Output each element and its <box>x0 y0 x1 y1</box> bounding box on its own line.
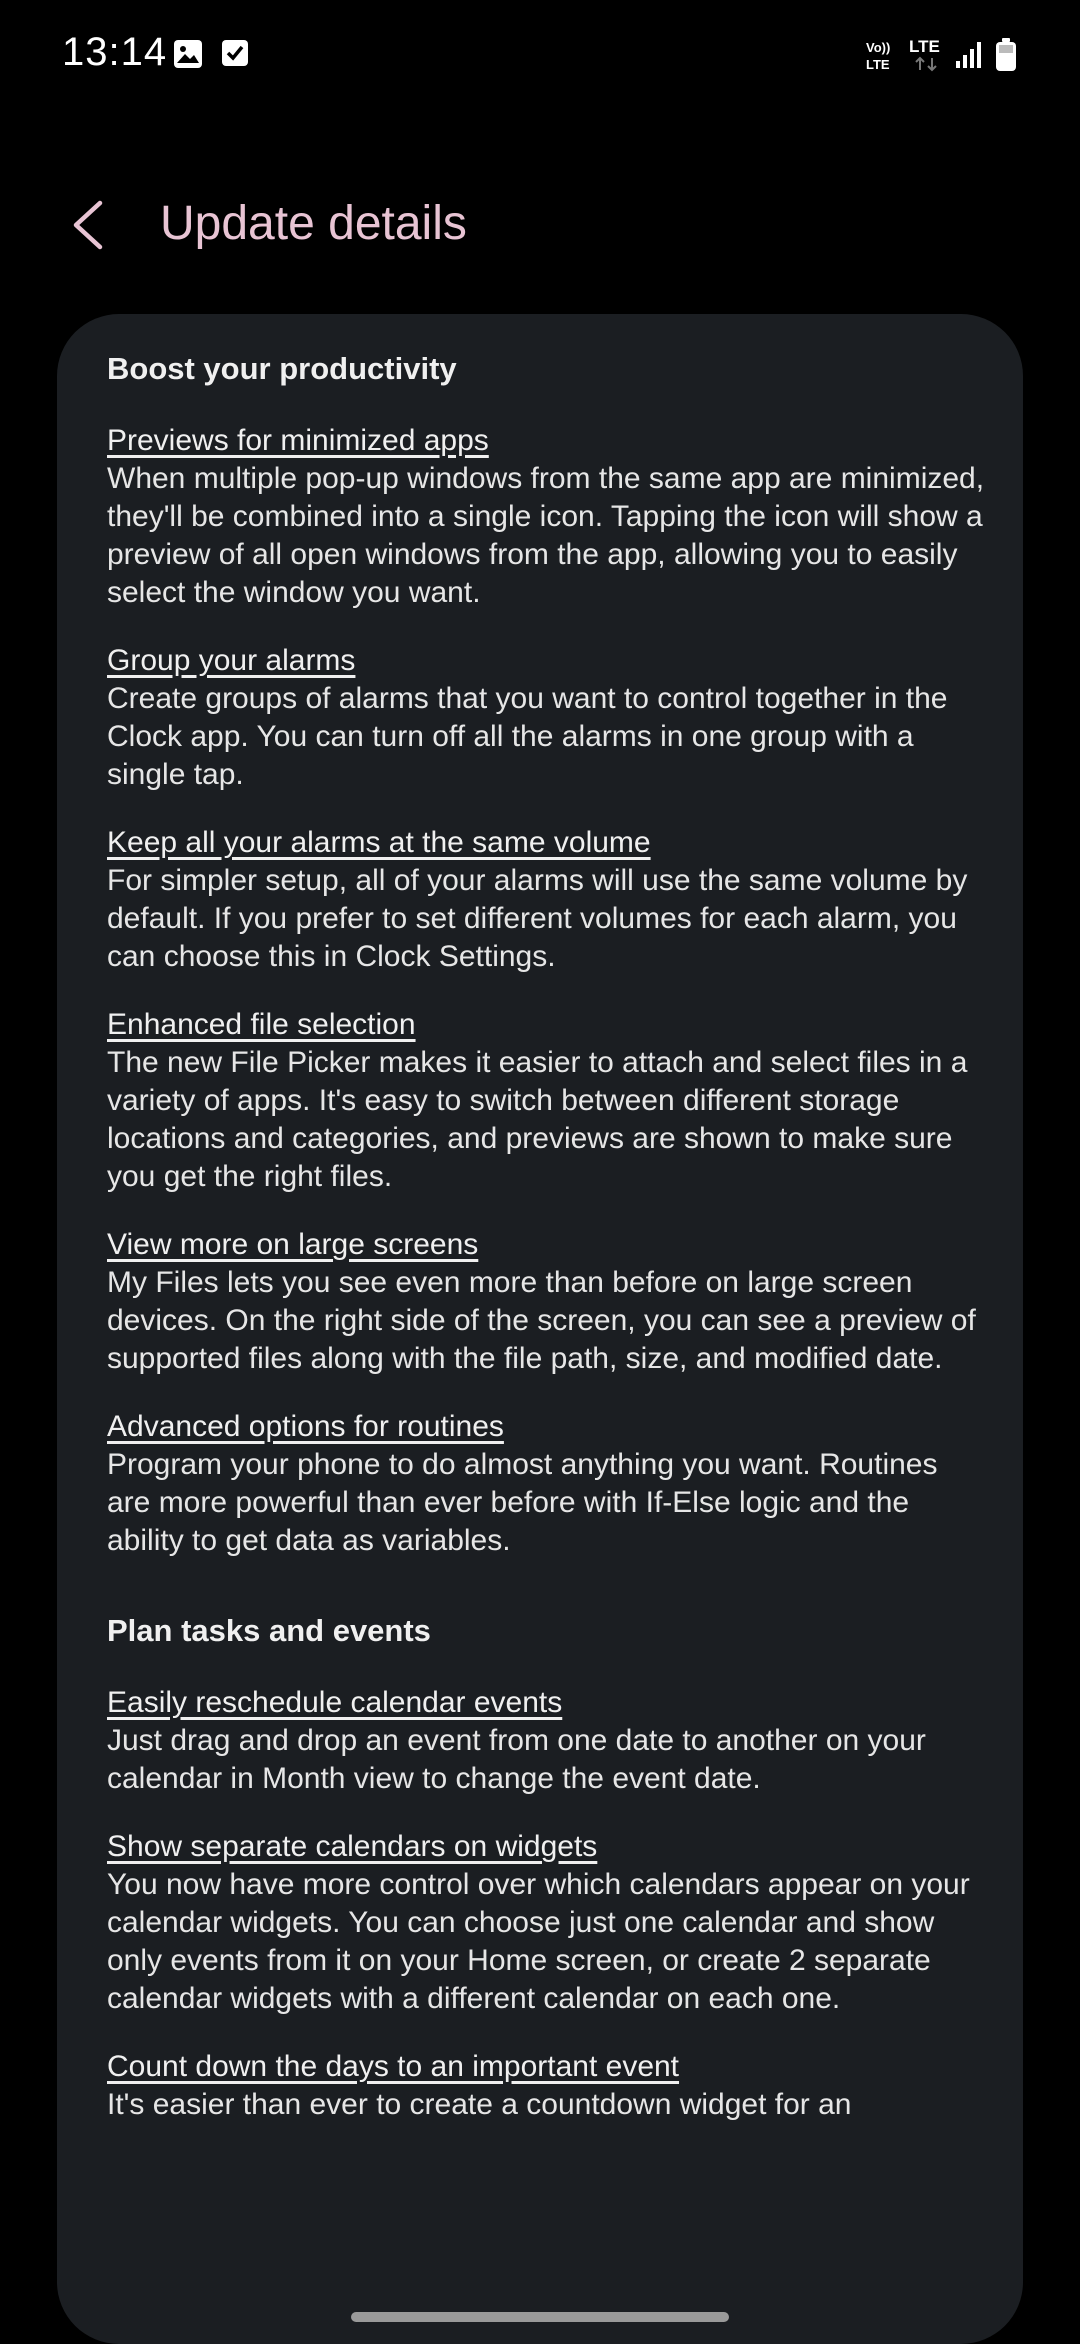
feature-link[interactable]: View more on large screens <box>107 1228 479 1261</box>
svg-text:Vo)): Vo)) <box>866 40 891 55</box>
chevron-left-icon <box>60 242 120 259</box>
gallery-icon <box>172 38 204 75</box>
feature-link[interactable]: Easily reschedule calendar events <box>107 1686 563 1719</box>
checkbox-icon <box>220 38 250 73</box>
back-button[interactable] <box>60 195 120 255</box>
svg-text:LTE: LTE <box>866 57 890 72</box>
update-details-card <box>57 314 1023 2344</box>
home-indicator[interactable] <box>351 2312 729 2322</box>
feature-link[interactable]: Enhanced file selection <box>107 1008 416 1041</box>
feature-item <box>107 1408 987 1560</box>
volte-icon <box>866 38 902 79</box>
feature-description: When multiple pop-up windows from the same app are minimized, they'll be combined into a single icon. Tapping the icon will show a preview of all open windows from the app, allowing you to easily select the window you want. <box>107 462 985 609</box>
status-time: 13:14 <box>62 30 168 74</box>
section-plan-tasks <box>107 1608 987 2124</box>
feature-item <box>107 1828 987 2018</box>
feature-item <box>107 422 987 612</box>
feature-description: Create groups of alarms that you want to control together in the Clock app. You can turn off all the alarms in one group with a single tap. <box>107 682 948 791</box>
section-divider <box>107 1560 987 1608</box>
feature-link[interactable]: Group your alarms <box>107 644 356 677</box>
section-heading: Plan tasks and events <box>107 1613 431 1648</box>
feature-description: You now have more control over which calendars appear on your calendar widgets. You can choose just one calendar and show only events from it on your Home screen, or create 2 separate calendar widgets with a different calendar on each one. <box>107 1868 970 2015</box>
feature-item <box>107 1006 987 1196</box>
update-details-content <box>107 346 987 2124</box>
section-boost-productivity <box>107 346 987 1560</box>
feature-item <box>107 824 987 976</box>
battery-icon <box>994 38 1018 77</box>
feature-description: Program your phone to do almost anything you want. Routines are more powerful than ever before with If-Else logic and the ability to get data as variables. <box>107 1448 938 1557</box>
section-heading: Boost your productivity <box>107 351 457 386</box>
page-title: Update details <box>160 197 467 250</box>
svg-text:LTE: LTE <box>909 37 940 56</box>
feature-description: My Files lets you see even more than before on large screen devices. On the right side of the screen, you can see a preview of supported files along with the file path, size, and modified date. <box>107 1266 976 1375</box>
feature-item <box>107 1684 987 1798</box>
feature-item <box>107 642 987 794</box>
feature-link[interactable]: Advanced options for routines <box>107 1410 504 1443</box>
feature-description: It's easier than ever to create a countdown widget for an <box>107 2088 852 2121</box>
feature-item <box>107 2048 987 2124</box>
feature-description: For simpler setup, all of your alarms will use the same volume by default. If you prefer to set different volumes for each alarm, you can choose this in Clock Settings. <box>107 864 968 973</box>
feature-link[interactable]: Keep all your alarms at the same volume <box>107 826 651 859</box>
feature-description: Just drag and drop an event from one date to another on your calendar in Month view to change the event date. <box>107 1724 926 1795</box>
feature-link[interactable]: Count down the days to an important event <box>107 2050 680 2083</box>
app-header <box>0 180 1080 270</box>
status-bar <box>0 0 1080 110</box>
feature-description: The new File Picker makes it easier to attach and select files in a variety of apps. It's easy to switch between different storage locations and categories, and previews are shown to make sure you get the right files. <box>107 1046 968 1193</box>
feature-item <box>107 1226 987 1378</box>
feature-link[interactable]: Previews for minimized apps <box>107 424 489 457</box>
signal-icon <box>954 40 984 75</box>
feature-link[interactable]: Show separate calendars on widgets <box>107 1830 598 1863</box>
lte-icon <box>908 36 948 79</box>
